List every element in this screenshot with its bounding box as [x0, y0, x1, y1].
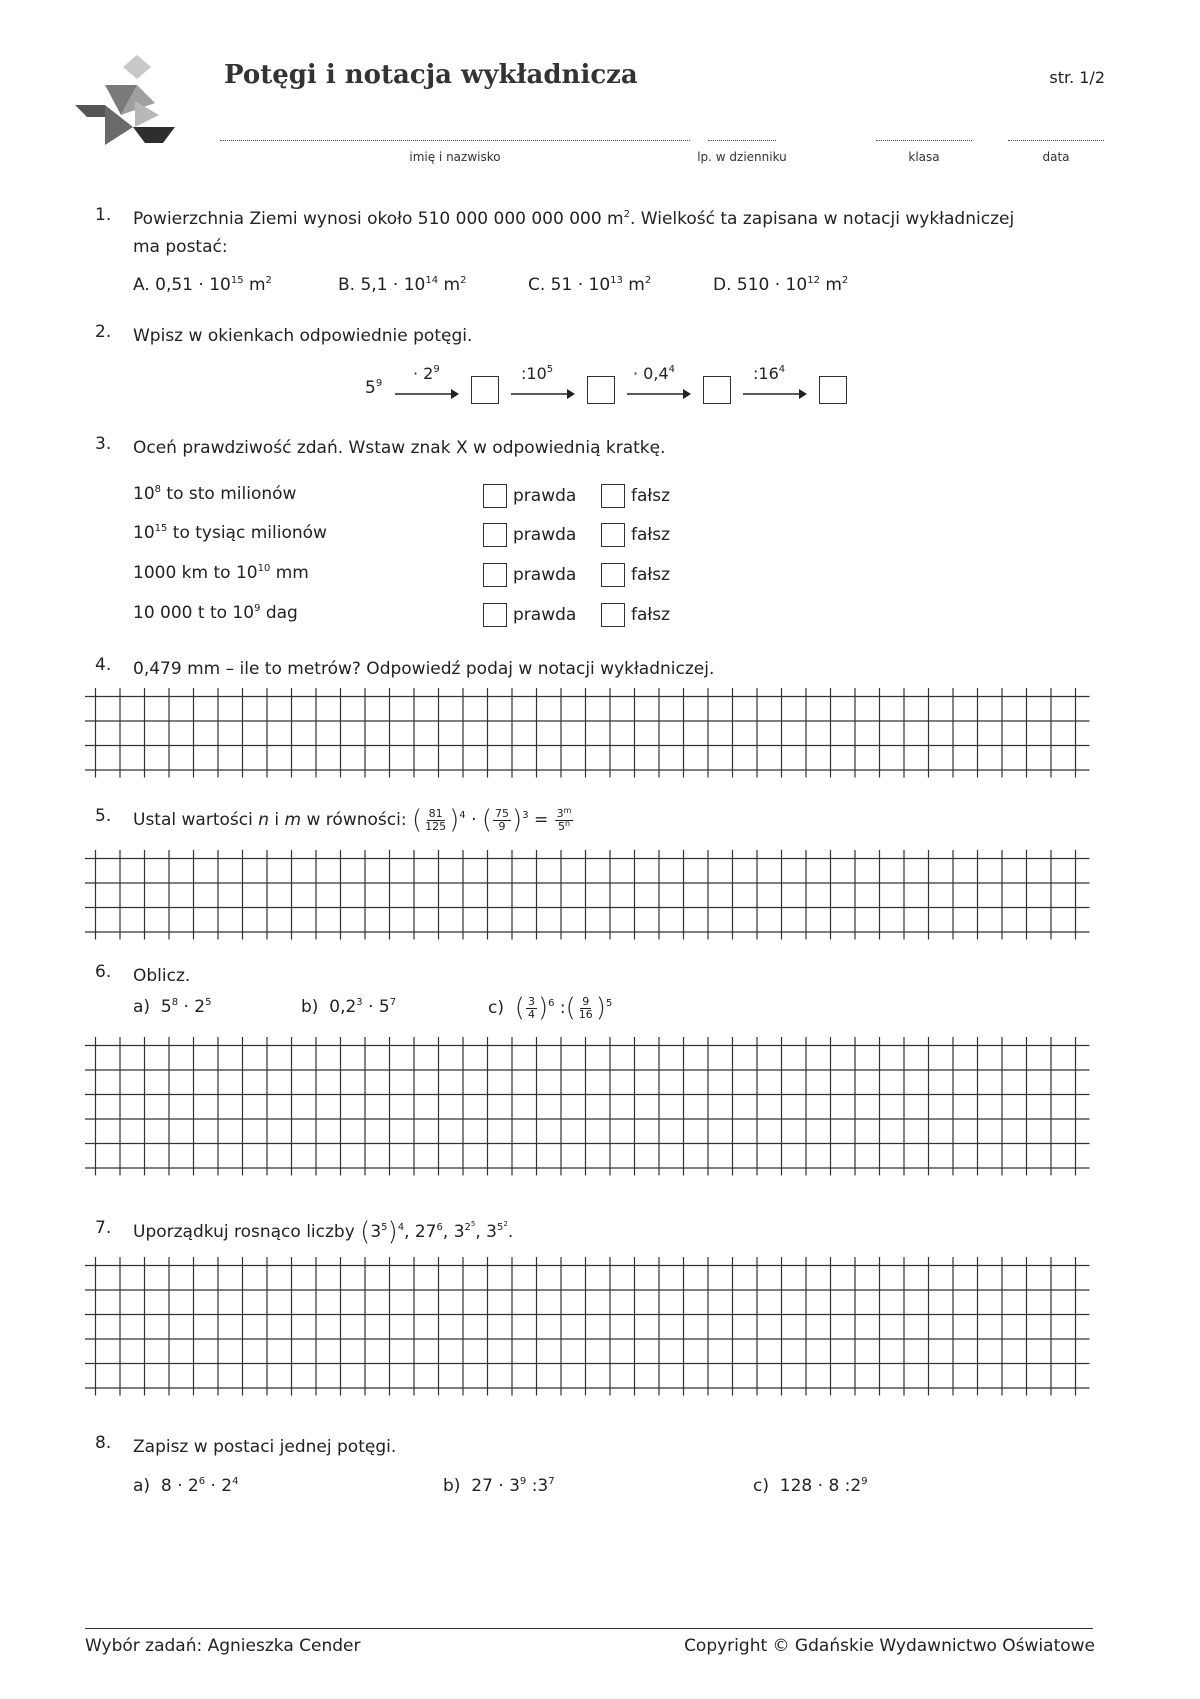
q3-row-1: $10^8$ to sto milionów prawda fałsz — [133, 484, 671, 506]
page-number: str. 1/2 — [1049, 68, 1105, 87]
footer-copyright: Copyright © Gdańskie Wydawnictwo Oświatowe — [684, 1636, 1095, 1656]
arrow-icon — [511, 388, 575, 400]
answer-grid-q6[interactable] — [85, 1037, 1090, 1178]
option-a[interactable]: A. $0,51 \cdot 10^{15}$ $m^2$ — [133, 275, 272, 295]
q3-text: Oceń prawdziwość zdań. Wstaw znak X w odpowiednią kratkę. — [133, 438, 666, 458]
q6-part-b: b) $0,2^3 \cdot 5^7$ — [301, 997, 397, 1017]
q6-part-c: c) ( $\frac{3}{4}$ )$^6$ :( $\frac{9}{16}$ )$^5$ — [488, 993, 613, 1023]
arrow-icon — [627, 388, 691, 400]
question-number: 8. — [95, 1433, 112, 1453]
true-option[interactable]: prawda — [483, 523, 576, 547]
q8-part-c: c) 128 · 8 $:2^9$ — [753, 1476, 868, 1496]
class-field-line[interactable] — [876, 140, 972, 141]
class-label: klasa — [908, 150, 940, 164]
footer-author: Wybór zadań: Agnieszka Cender — [85, 1636, 361, 1656]
name-label: imię i nazwisko — [409, 150, 501, 164]
q2-start: $5^9$ — [365, 378, 383, 398]
q2-chain — [365, 364, 865, 410]
q8-text: Zapisz w postaci jednej potęgi. — [133, 1437, 397, 1457]
false-option[interactable]: fałsz — [601, 603, 670, 627]
number-field-line[interactable] — [708, 140, 776, 141]
question-number: 4. — [95, 655, 112, 675]
true-option[interactable]: prawda — [483, 484, 576, 508]
q2-op-2: $:10^5$ — [521, 364, 554, 383]
question-number: 2. — [95, 322, 112, 342]
number-label: lp. w dzienniku — [697, 150, 787, 164]
q3-row-4: 10 000 t to $10^9$ dag prawda fałsz — [133, 603, 671, 625]
q3-row-3: 1000 km to $10^{10}$ mm prawda fałsz — [133, 563, 671, 585]
question-number: 3. — [95, 434, 112, 454]
arrow-icon — [395, 388, 459, 400]
true-option[interactable]: prawda — [483, 563, 576, 587]
false-option[interactable]: fałsz — [601, 484, 670, 508]
publisher-logo — [75, 55, 185, 150]
answer-box-4[interactable] — [819, 376, 847, 404]
option-d[interactable]: D. $510 \cdot 10^{12}$ $m^2$ — [713, 275, 849, 295]
question-number: 5. — [95, 806, 112, 826]
q1-text: Powierzchnia Ziemi wynosi około 510 000 000 000 000 m — [133, 209, 624, 229]
answer-grid-q5[interactable] — [85, 850, 1090, 942]
q2-text: Wpisz w okienkach odpowiednie potęgi. — [133, 326, 473, 346]
name-field-line[interactable] — [220, 140, 690, 141]
q1-text-3: ma postać: — [133, 237, 228, 257]
q1-text-2: . Wielkość ta zapisana w notacji wykładniczej — [630, 209, 1015, 229]
answer-box-1[interactable] — [471, 376, 499, 404]
answer-grid-q7[interactable] — [85, 1257, 1090, 1398]
option-b[interactable]: B. $5,1 \cdot 10^{14}$ $m^2$ — [338, 275, 467, 295]
q6-part-a: a) $5^8 \cdot 2^5$ — [133, 997, 212, 1017]
question-number: 1. — [95, 205, 112, 225]
q2-op-4: $:16^4$ — [753, 364, 786, 383]
question-number: 6. — [95, 962, 112, 982]
date-label: data — [1042, 150, 1070, 164]
option-c[interactable]: C. $51 \cdot 10^{13}$ $m^2$ — [528, 275, 652, 295]
arrow-icon — [743, 388, 807, 400]
date-field-line[interactable] — [1008, 140, 1104, 141]
answer-grid-q4[interactable] — [85, 688, 1090, 780]
q2-op-1: · $2^9$ — [413, 364, 440, 383]
grid-lines — [85, 1037, 1092, 1178]
false-option[interactable]: fałsz — [601, 563, 670, 587]
page-title: Potęgi i notacja wykładnicza — [224, 60, 638, 90]
grid-lines — [85, 688, 1092, 780]
grid-lines — [85, 850, 1092, 942]
q6-parts — [133, 993, 933, 1029]
q3-row-2: $10^{15}$ to tysiąc milionów prawda fałsz — [133, 523, 671, 545]
answer-box-3[interactable] — [703, 376, 731, 404]
q5-text: Ustal wartości n i m w równości: ( $\frac{81}{125}$ )$^4$ · ( $\frac{75}{9}$ )$^3$ = $\frac{3^m}{5^n}$ — [133, 805, 572, 835]
q8-parts — [133, 1476, 1033, 1506]
footer-divider — [85, 1628, 1093, 1629]
q8-part-a: a) $8 \cdot 2^6 \cdot 2^4$ — [133, 1476, 239, 1496]
false-option[interactable]: fałsz — [601, 523, 670, 547]
grid-lines — [85, 1257, 1092, 1398]
q2-op-3: · $0,4^4$ — [633, 364, 675, 383]
question-number: 7. — [95, 1218, 112, 1238]
q8-part-b: b) $27 \cdot 3^9$ $:3^7$ — [443, 1476, 555, 1496]
true-option[interactable]: prawda — [483, 603, 576, 627]
q7-text: Uporządkuj rosnąco liczby $(3^5)^4$, $27^6$, $3^{2^5}$, $3^{5^2}$. — [133, 1217, 514, 1247]
q1-unit-exp: 2 — [623, 209, 630, 220]
q6-text: Oblicz. — [133, 966, 191, 986]
answer-box-2[interactable] — [587, 376, 615, 404]
q4-text: 0,479 mm – ile to metrów? Odpowiedź podaj w notacji wykładniczej. — [133, 659, 715, 679]
